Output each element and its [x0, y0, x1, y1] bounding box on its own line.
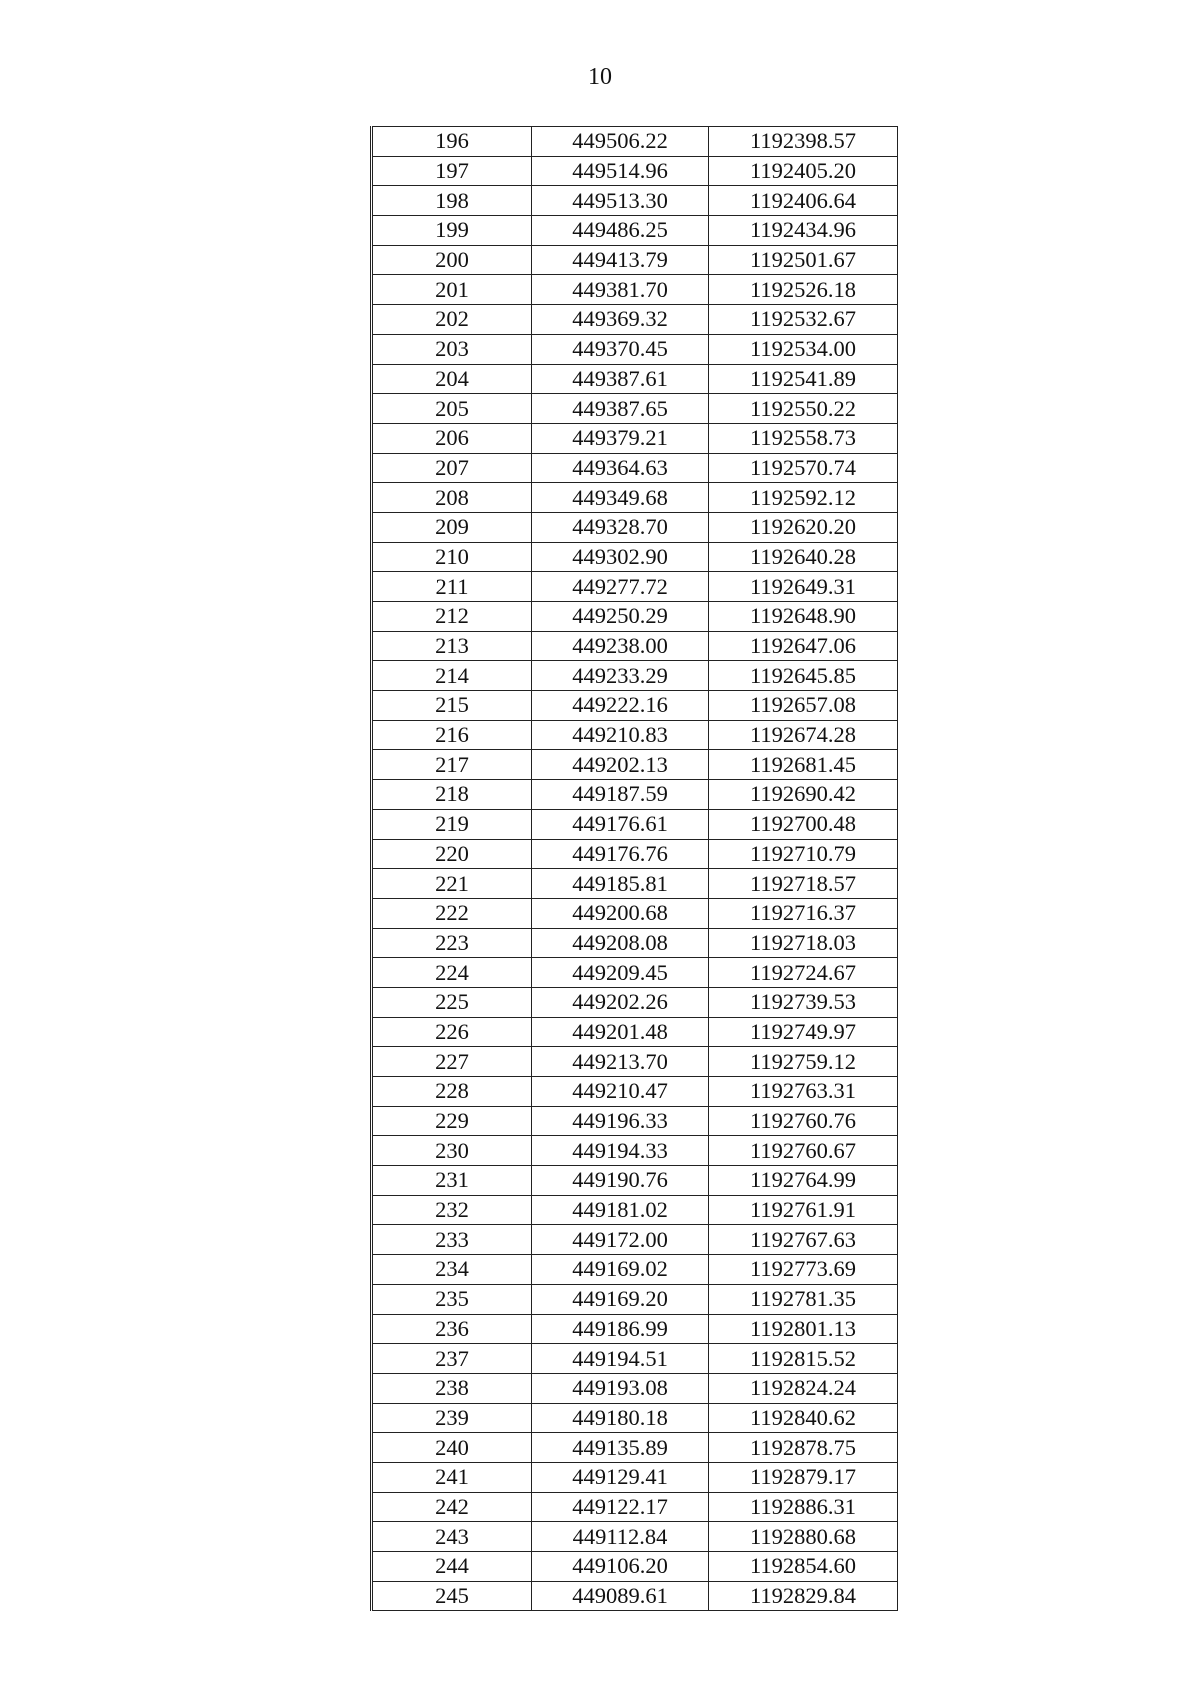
y-coordinate-cell: 1192534.00 — [709, 334, 898, 364]
point-number-cell: 237 — [372, 1344, 532, 1374]
y-coordinate-cell: 1192681.45 — [709, 750, 898, 780]
y-coordinate-cell: 1192570.74 — [709, 453, 898, 483]
x-coordinate-cell: 449129.41 — [532, 1462, 709, 1492]
point-number-cell: 242 — [372, 1492, 532, 1522]
table-row — [372, 572, 898, 602]
table-row — [372, 780, 898, 810]
table-row — [372, 898, 898, 928]
y-coordinate-cell: 1192718.57 — [709, 869, 898, 899]
point-number-cell: 228 — [372, 1077, 532, 1107]
x-coordinate-cell: 449364.63 — [532, 453, 709, 483]
y-coordinate-cell: 1192801.13 — [709, 1314, 898, 1344]
table-row — [372, 512, 898, 542]
point-number-cell: 220 — [372, 839, 532, 869]
y-coordinate-cell: 1192710.79 — [709, 839, 898, 869]
x-coordinate-cell: 449106.20 — [532, 1552, 709, 1582]
y-coordinate-cell: 1192854.60 — [709, 1552, 898, 1582]
point-number-cell: 208 — [372, 483, 532, 513]
point-number-cell: 232 — [372, 1195, 532, 1225]
y-coordinate-cell: 1192645.85 — [709, 661, 898, 691]
point-number-cell: 205 — [372, 394, 532, 424]
y-coordinate-cell: 1192761.91 — [709, 1195, 898, 1225]
point-number-cell: 238 — [372, 1373, 532, 1403]
x-coordinate-cell: 449381.70 — [532, 275, 709, 305]
y-coordinate-cell: 1192620.20 — [709, 512, 898, 542]
x-coordinate-cell: 449122.17 — [532, 1492, 709, 1522]
x-coordinate-cell: 449486.25 — [532, 216, 709, 246]
x-coordinate-cell: 449513.30 — [532, 186, 709, 216]
table-row — [372, 839, 898, 869]
point-number-cell: 222 — [372, 898, 532, 928]
x-coordinate-cell: 449135.89 — [532, 1433, 709, 1463]
table-row — [372, 1047, 898, 1077]
x-coordinate-cell: 449210.47 — [532, 1077, 709, 1107]
y-coordinate-cell: 1192648.90 — [709, 602, 898, 632]
y-coordinate-cell: 1192763.31 — [709, 1077, 898, 1107]
table-row — [372, 334, 898, 364]
y-coordinate-cell: 1192880.68 — [709, 1522, 898, 1552]
table-row — [372, 987, 898, 1017]
point-number-cell: 196 — [372, 127, 532, 157]
table-row — [372, 394, 898, 424]
table-row — [372, 1344, 898, 1374]
x-coordinate-cell: 449196.33 — [532, 1106, 709, 1136]
y-coordinate-cell: 1192398.57 — [709, 127, 898, 157]
point-number-cell: 239 — [372, 1403, 532, 1433]
y-coordinate-cell: 1192824.24 — [709, 1373, 898, 1403]
x-coordinate-cell: 449202.26 — [532, 987, 709, 1017]
y-coordinate-cell: 1192767.63 — [709, 1225, 898, 1255]
x-coordinate-cell: 449089.61 — [532, 1581, 709, 1611]
table-row — [372, 1314, 898, 1344]
point-number-cell: 217 — [372, 750, 532, 780]
table-row — [372, 928, 898, 958]
y-coordinate-cell: 1192640.28 — [709, 542, 898, 572]
x-coordinate-cell: 449193.08 — [532, 1373, 709, 1403]
x-coordinate-cell: 449169.02 — [532, 1255, 709, 1285]
table-row — [372, 1195, 898, 1225]
y-coordinate-cell: 1192760.76 — [709, 1106, 898, 1136]
table-row — [372, 1017, 898, 1047]
y-coordinate-cell: 1192532.67 — [709, 305, 898, 335]
point-number-cell: 202 — [372, 305, 532, 335]
x-coordinate-cell: 449387.61 — [532, 364, 709, 394]
y-coordinate-cell: 1192718.03 — [709, 928, 898, 958]
x-coordinate-cell: 449185.81 — [532, 869, 709, 899]
point-number-cell: 214 — [372, 661, 532, 691]
y-coordinate-cell: 1192541.89 — [709, 364, 898, 394]
y-coordinate-cell: 1192716.37 — [709, 898, 898, 928]
x-coordinate-cell: 449209.45 — [532, 958, 709, 988]
table-row — [372, 1284, 898, 1314]
point-number-cell: 236 — [372, 1314, 532, 1344]
point-number-cell: 197 — [372, 156, 532, 186]
x-coordinate-cell: 449208.08 — [532, 928, 709, 958]
x-coordinate-cell: 449200.68 — [532, 898, 709, 928]
point-number-cell: 211 — [372, 572, 532, 602]
table-row — [372, 691, 898, 721]
table-row — [372, 305, 898, 335]
y-coordinate-cell: 1192879.17 — [709, 1462, 898, 1492]
point-number-cell: 221 — [372, 869, 532, 899]
point-number-cell: 234 — [372, 1255, 532, 1285]
x-coordinate-cell: 449176.76 — [532, 839, 709, 869]
y-coordinate-cell: 1192886.31 — [709, 1492, 898, 1522]
x-coordinate-cell: 449210.83 — [532, 720, 709, 750]
table-row — [372, 1166, 898, 1196]
table-body — [372, 127, 898, 1611]
table-row — [372, 720, 898, 750]
point-number-cell: 204 — [372, 364, 532, 394]
y-coordinate-cell: 1192815.52 — [709, 1344, 898, 1374]
x-coordinate-cell: 449514.96 — [532, 156, 709, 186]
x-coordinate-cell: 449194.33 — [532, 1136, 709, 1166]
y-coordinate-cell: 1192406.64 — [709, 186, 898, 216]
table-row — [372, 483, 898, 513]
x-coordinate-cell: 449180.18 — [532, 1403, 709, 1433]
y-coordinate-cell: 1192759.12 — [709, 1047, 898, 1077]
table-row — [372, 869, 898, 899]
table-row — [372, 1106, 898, 1136]
x-coordinate-cell: 449506.22 — [532, 127, 709, 157]
point-number-cell: 226 — [372, 1017, 532, 1047]
table-row — [372, 661, 898, 691]
point-number-cell: 201 — [372, 275, 532, 305]
y-coordinate-cell: 1192550.22 — [709, 394, 898, 424]
point-number-cell: 229 — [372, 1106, 532, 1136]
y-coordinate-cell: 1192647.06 — [709, 631, 898, 661]
y-coordinate-cell: 1192878.75 — [709, 1433, 898, 1463]
table-row — [372, 631, 898, 661]
table-row — [372, 364, 898, 394]
point-number-cell: 206 — [372, 423, 532, 453]
x-coordinate-cell: 449169.20 — [532, 1284, 709, 1314]
point-number-cell: 213 — [372, 631, 532, 661]
x-coordinate-cell: 449190.76 — [532, 1166, 709, 1196]
point-number-cell: 216 — [372, 720, 532, 750]
point-number-cell: 209 — [372, 512, 532, 542]
x-coordinate-cell: 449213.70 — [532, 1047, 709, 1077]
point-number-cell: 199 — [372, 216, 532, 246]
page-number: 10 — [588, 64, 612, 90]
point-number-cell: 203 — [372, 334, 532, 364]
table-row — [372, 1225, 898, 1255]
y-coordinate-cell: 1192700.48 — [709, 809, 898, 839]
x-coordinate-cell: 449187.59 — [532, 780, 709, 810]
point-number-cell: 244 — [372, 1552, 532, 1582]
point-number-cell: 243 — [372, 1522, 532, 1552]
table-row — [372, 156, 898, 186]
x-coordinate-cell: 449328.70 — [532, 512, 709, 542]
x-coordinate-cell: 449186.99 — [532, 1314, 709, 1344]
point-number-cell: 245 — [372, 1581, 532, 1611]
point-number-cell: 235 — [372, 1284, 532, 1314]
x-coordinate-cell: 449379.21 — [532, 423, 709, 453]
point-number-cell: 231 — [372, 1166, 532, 1196]
point-number-cell: 210 — [372, 542, 532, 572]
y-coordinate-cell: 1192773.69 — [709, 1255, 898, 1285]
table-row — [372, 423, 898, 453]
table-row — [372, 453, 898, 483]
y-coordinate-cell: 1192501.67 — [709, 245, 898, 275]
x-coordinate-cell: 449176.61 — [532, 809, 709, 839]
y-coordinate-cell: 1192724.67 — [709, 958, 898, 988]
table-row — [372, 958, 898, 988]
x-coordinate-cell: 449194.51 — [532, 1344, 709, 1374]
table-row — [372, 1433, 898, 1463]
y-coordinate-cell: 1192760.67 — [709, 1136, 898, 1166]
y-coordinate-cell: 1192674.28 — [709, 720, 898, 750]
y-coordinate-cell: 1192739.53 — [709, 987, 898, 1017]
coordinate-table — [370, 126, 898, 1611]
y-coordinate-cell: 1192405.20 — [709, 156, 898, 186]
y-coordinate-cell: 1192558.73 — [709, 423, 898, 453]
x-coordinate-cell: 449370.45 — [532, 334, 709, 364]
table-row — [372, 245, 898, 275]
x-coordinate-cell: 449349.68 — [532, 483, 709, 513]
table-row — [372, 1403, 898, 1433]
table-row — [372, 1462, 898, 1492]
table-row — [372, 127, 898, 157]
x-coordinate-cell: 449250.29 — [532, 602, 709, 632]
table-row — [372, 1522, 898, 1552]
table-row — [372, 1136, 898, 1166]
point-number-cell: 218 — [372, 780, 532, 810]
y-coordinate-cell: 1192764.99 — [709, 1166, 898, 1196]
table-row — [372, 186, 898, 216]
table-row — [372, 1581, 898, 1611]
point-number-cell: 225 — [372, 987, 532, 1017]
x-coordinate-cell: 449302.90 — [532, 542, 709, 572]
x-coordinate-cell: 449233.29 — [532, 661, 709, 691]
table-row — [372, 1373, 898, 1403]
point-number-cell: 215 — [372, 691, 532, 721]
y-coordinate-cell: 1192829.84 — [709, 1581, 898, 1611]
point-number-cell: 212 — [372, 602, 532, 632]
table-row — [372, 1492, 898, 1522]
point-number-cell: 233 — [372, 1225, 532, 1255]
x-coordinate-cell: 449112.84 — [532, 1522, 709, 1552]
x-coordinate-cell: 449413.79 — [532, 245, 709, 275]
point-number-cell: 198 — [372, 186, 532, 216]
x-coordinate-cell: 449369.32 — [532, 305, 709, 335]
x-coordinate-cell: 449238.00 — [532, 631, 709, 661]
y-coordinate-cell: 1192592.12 — [709, 483, 898, 513]
table-row — [372, 275, 898, 305]
y-coordinate-cell: 1192840.62 — [709, 1403, 898, 1433]
x-coordinate-cell: 449277.72 — [532, 572, 709, 602]
x-coordinate-cell: 449181.02 — [532, 1195, 709, 1225]
table-row — [372, 542, 898, 572]
y-coordinate-cell: 1192526.18 — [709, 275, 898, 305]
point-number-cell: 230 — [372, 1136, 532, 1166]
table-row — [372, 1552, 898, 1582]
point-number-cell: 224 — [372, 958, 532, 988]
table-row — [372, 750, 898, 780]
table-row — [372, 602, 898, 632]
x-coordinate-cell: 449201.48 — [532, 1017, 709, 1047]
point-number-cell: 227 — [372, 1047, 532, 1077]
y-coordinate-cell: 1192690.42 — [709, 780, 898, 810]
point-number-cell: 207 — [372, 453, 532, 483]
x-coordinate-cell: 449387.65 — [532, 394, 709, 424]
x-coordinate-cell: 449222.16 — [532, 691, 709, 721]
point-number-cell: 223 — [372, 928, 532, 958]
y-coordinate-cell: 1192434.96 — [709, 216, 898, 246]
table-row — [372, 1077, 898, 1107]
table-row — [372, 1255, 898, 1285]
y-coordinate-cell: 1192749.97 — [709, 1017, 898, 1047]
x-coordinate-cell: 449172.00 — [532, 1225, 709, 1255]
y-coordinate-cell: 1192657.08 — [709, 691, 898, 721]
point-number-cell: 200 — [372, 245, 532, 275]
y-coordinate-cell: 1192649.31 — [709, 572, 898, 602]
table-row — [372, 809, 898, 839]
table-row — [372, 216, 898, 246]
point-number-cell: 240 — [372, 1433, 532, 1463]
x-coordinate-cell: 449202.13 — [532, 750, 709, 780]
point-number-cell: 241 — [372, 1462, 532, 1492]
y-coordinate-cell: 1192781.35 — [709, 1284, 898, 1314]
point-number-cell: 219 — [372, 809, 532, 839]
